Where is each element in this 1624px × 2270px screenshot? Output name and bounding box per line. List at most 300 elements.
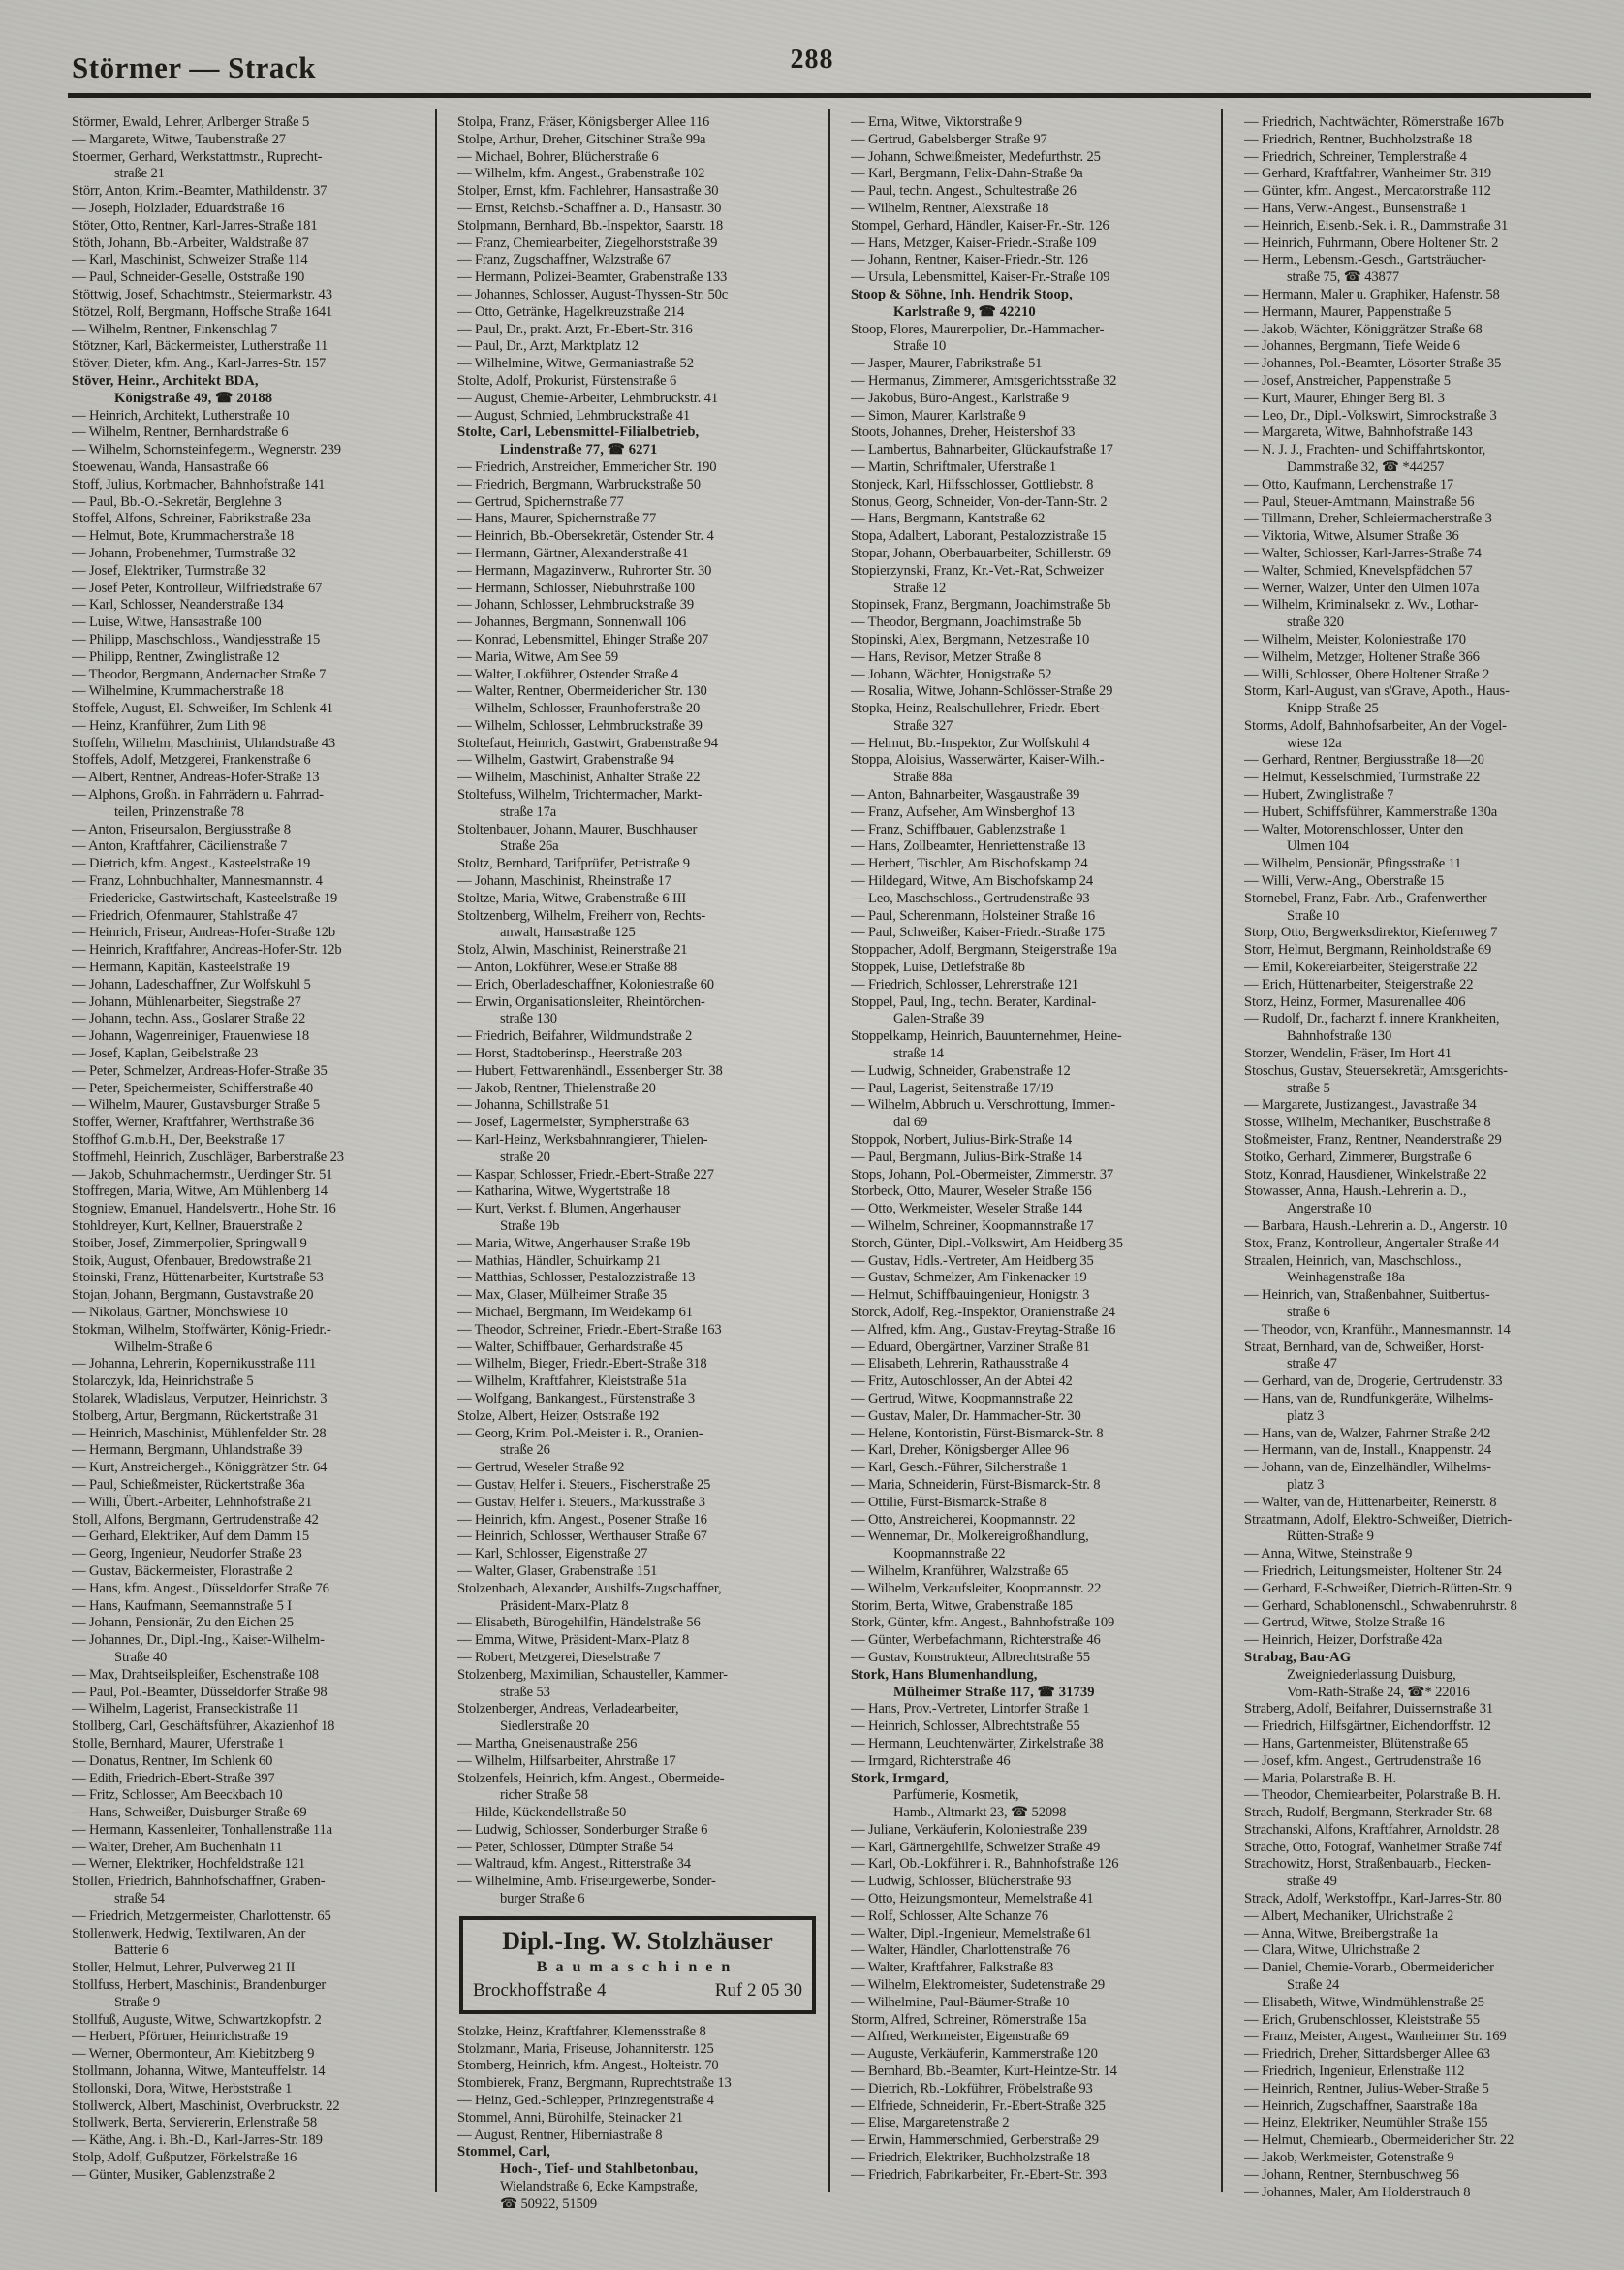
directory-line: — Hans, van de, Walzer, Fahrner Straße 242 (1244, 1425, 1491, 1441)
directory-line: Stoll, Alfons, Bergmann, Gertrudenstraße 42 (72, 1511, 319, 1528)
directory-line: — Paul, Lagerist, Seitenstraße 17/19 (851, 1080, 1054, 1096)
directory-line: — Walter, Rentner, Obermeidericher Str. 130 (457, 683, 707, 700)
directory-line: — Paul, Scherenmann, Holsteiner Straße 16 (851, 907, 1096, 924)
directory-line: — Wilhelm, Pensionär, Pfingsstraße 11 (1244, 856, 1462, 872)
directory-line: — Elise, Margaretenstraße 2 (851, 2115, 1010, 2131)
directory-line: — Alfred, kfm. Ang., Gustav-Freytag-Straße 16 (851, 1321, 1116, 1338)
directory-line: — Paul, Steuer-Amtmann, Mainstraße 56 (1244, 493, 1475, 510)
directory-line: — Franz, Chemiearbeiter, Ziegelhorststraße 39 (457, 235, 718, 251)
directory-line: Stox, Franz, Kontrolleur, Angertaler Straße 44 (1244, 1235, 1500, 1251)
directory-line: — Georg, Ingenieur, Neudorfer Straße 23 (72, 1546, 302, 1562)
directory-line: — Otto, Kaufmann, Lerchenstraße 17 (1244, 476, 1454, 492)
directory-line: — Friedrich, Ingenieur, Erlenstraße 112 (1244, 2064, 1465, 2080)
directory-line: — Josef, Anstreicher, Pappenstraße 5 (1244, 372, 1451, 389)
directory-line: — Jakob, Schuhmachermstr., Uerdinger Str. 51 (72, 1166, 333, 1182)
directory-line: Stoff, Julius, Korbmacher, Bahnhofstraße 141 (72, 476, 326, 492)
directory-line: — Herbert, Tischler, Am Bischofskamp 24 (851, 856, 1088, 872)
directory-line: — Kurt, Verkst. f. Blumen, Angerhauser (457, 1201, 681, 1217)
directory-line: Straße 327 (893, 717, 953, 734)
directory-line: Stoffels, Adolf, Metzgerei, Frankenstraße 6 (72, 752, 311, 769)
directory-line: Stoller, Helmut, Lehrer, Pulverweg 21 II (72, 1960, 296, 1976)
directory-line: Stopierzynski, Franz, Kr.-Vet.-Rat, Schweizer (851, 562, 1104, 579)
directory-line: Stoop & Söhne, Inh. Hendrik Stoop, (851, 286, 1073, 302)
directory-line: — Dietrich, kfm. Angest., Kasteelstraße 19 (72, 856, 311, 872)
directory-line: — Wilhelm, Kraftfahrer, Kleiststraße 51a (457, 1373, 687, 1390)
directory-line: Stolte, Carl, Lebensmittel-Filialbetrieb, (457, 425, 700, 441)
directory-line: Stoppelkamp, Heinrich, Bauunternehmer, Heine- (851, 1028, 1122, 1045)
directory-line: Weinhagenstraße 18a (1287, 1270, 1405, 1286)
directory-line: — Hans, Verw.-Angest., Bunsenstraße 1 (1244, 200, 1467, 216)
directory-line: — Johann, Rentner, Sternbuschweg 56 (1244, 2166, 1459, 2183)
directory-line: — Friedrich, Rentner, Buchholzstraße 18 (1244, 131, 1473, 147)
directory-line: — Michael, Bergmann, Im Weidekamp 61 (457, 1304, 693, 1320)
directory-line: — Gerhard, Kraftfahrer, Wanheimer Str. 319 (1244, 166, 1492, 182)
directory-line: Stollonski, Dora, Witwe, Herbststraße 1 (72, 2080, 293, 2097)
directory-line: Strachanski, Alfons, Kraftfahrer, Arnoldstr. 28 (1244, 1821, 1500, 1838)
directory-line: richer Straße 58 (500, 1787, 588, 1804)
directory-line: — Wilhelm, Maschinist, Anhalter Straße 22 (457, 770, 701, 786)
directory-line: Storz, Heinz, Former, Masurenallee 406 (1244, 993, 1466, 1010)
directory-line: — Paul, techn. Angest., Schultestraße 26 (851, 183, 1077, 200)
directory-line: Dammstraße 32, ☎ *44257 (1287, 458, 1445, 475)
directory-line: — Walter, van de, Hüttenarbeiter, Reinerstr. 8 (1244, 1494, 1497, 1510)
directory-line: — Hubert, Schiffsführer, Kammerstraße 130a (1244, 804, 1498, 820)
directory-line: — Peter, Speichermeister, Schifferstraße 40 (72, 1080, 314, 1096)
directory-line: — Karl-Heinz, Werksbahnrangierer, Thielen- (457, 1132, 708, 1149)
directory-line: — Wilhelmine, Witwe, Germaniastraße 52 (457, 356, 694, 372)
directory-line: — Paul, Dr., Arzt, Marktplatz 12 (457, 338, 639, 355)
directory-line: — Elisabeth, Lehrerin, Rathausstraße 4 (851, 1356, 1069, 1372)
directory-line: — Hubert, Fettwarenhändl., Essenberger Str. 38 (457, 1062, 723, 1079)
directory-line: — Hans, Bergmann, Kantstraße 62 (851, 511, 1046, 527)
directory-line: — Theodor, Bergmann, Joachimstraße 5b (851, 615, 1082, 631)
directory-line: Stombierek, Franz, Bergmann, Ruprechtstraße 13 (457, 2075, 732, 2092)
directory-line: — Friedrich, Elektriker, Buchholzstraße 18 (851, 2150, 1090, 2166)
directory-line: — Helmut, Chemiearb., Obermeidericher Str. 22 (1244, 2132, 1515, 2149)
directory-line: — Helmut, Kesselschmied, Turmstraße 22 (1244, 770, 1481, 786)
directory-line: — Maria, Schneiderin, Fürst-Bismarck-Str. 8 (851, 1476, 1101, 1493)
directory-line: — Heinz, Ged.-Schlepper, Prinzregentstraße 4 (457, 2093, 714, 2109)
directory-line: — Gustav, Hdls.-Vertreter, Am Heidberg 35 (851, 1252, 1094, 1269)
directory-line: Stoppok, Norbert, Julius-Birk-Straße 14 (851, 1132, 1073, 1149)
directory-line: Stoop, Flores, Maurerpolier, Dr.-Hammacher- (851, 321, 1105, 337)
directory-line: — Maria, Polarstraße B. H. (1244, 1770, 1397, 1786)
column-divider-1 (435, 109, 437, 2192)
directory-line: — Elfriede, Schneiderin, Fr.-Ebert-Straße 325 (851, 2097, 1106, 2114)
directory-line: Storim, Berta, Witwe, Grabenstraße 185 (851, 1597, 1073, 1614)
directory-line: Stoltz, Bernhard, Tarifprüfer, Petristraße 9 (457, 856, 690, 872)
directory-line: — Alfred, Werkmeister, Eigenstraße 69 (851, 2029, 1070, 2045)
directory-line: Stolpe, Arthur, Dreher, Gitschiner Straße 99a (457, 131, 706, 147)
directory-line: — Willi, Übert.-Arbeiter, Lehnhofstraße 21 (72, 1494, 312, 1510)
directory-line: — Friedrich, Leitungsmeister, Holtener Str. 24 (1244, 1562, 1502, 1579)
directory-line: — Helmut, Schiffbauingenieur, Honigstr. 3 (851, 1287, 1090, 1304)
directory-line: Stollberg, Carl, Geschäftsführer, Akazienhof 18 (72, 1718, 335, 1735)
directory-line: — Hermann, Schlosser, Niebuhrstraße 100 (457, 580, 695, 596)
directory-column (851, 114, 1213, 2256)
directory-line: Zweigniederlassung Duisburg, (1287, 1666, 1456, 1683)
directory-line: Wilhelm-Straße 6 (114, 1339, 213, 1355)
directory-line: — Barbara, Haush.-Lehrerin a. D., Angerstr. 10 (1244, 1218, 1508, 1234)
directory-line: — Friedrich, Anstreicher, Emmericher Str. 190 (457, 458, 717, 475)
directory-line: Stommel, Anni, Bürohilfe, Steinacker 21 (457, 2109, 683, 2126)
ad-contact-row (473, 1980, 802, 2002)
directory-line: — Kurt, Maurer, Ehinger Berg Bl. 3 (1244, 390, 1445, 406)
directory-line: — August, Rentner, Hiberniastraße 8 (457, 2127, 663, 2143)
directory-line: — Maria, Witwe, Angerhauser Straße 19b (457, 1235, 691, 1251)
directory-line: — Hermann, Kapitän, Kasteelstraße 19 (72, 960, 290, 976)
directory-line: — Katharina, Witwe, Wygertstraße 18 (457, 1183, 670, 1200)
directory-line: — Gertrud, Spichernstraße 77 (457, 493, 624, 510)
directory-line: Stollfuß, Auguste, Witwe, Schwartzkopfstr. 2 (72, 2011, 322, 2028)
directory-line: — Rosalia, Witwe, Johann-Schlösser-Straße 29 (851, 683, 1113, 700)
directory-line: Stoltzenberg, Wilhelm, Freiherr von, Rechts- (457, 907, 706, 924)
directory-line: — Johann, techn. Ass., Goslarer Straße 22 (72, 1011, 306, 1027)
directory-line: Strachowitz, Horst, Straßenbauarb., Hecken- (1244, 1856, 1491, 1873)
directory-line: — Friedrich, Schlosser, Lehrerstraße 121 (851, 976, 1078, 993)
directory-line: — Margarete, Justizangest., Javastraße 34 (1244, 1097, 1477, 1114)
directory-line: — Konrad, Lebensmittel, Ehinger Straße 207 (457, 631, 709, 647)
directory-line: Batterie 6 (114, 1942, 169, 1959)
directory-line: Stoiber, Josef, Zimmerpolier, Springwall 9 (72, 1235, 307, 1251)
directory-line: — Franz, Meister, Angest., Wanheimer Str. 169 (1244, 2029, 1507, 2045)
directory-line: Wielandstraße 6, Ecke Kampstraße, (500, 2179, 698, 2195)
directory-line: — Heinrich, Schlosser, Werthauser Straße 67 (457, 1529, 707, 1545)
directory-line: — Anton, Bahnarbeiter, Wasgaustraße 39 (851, 787, 1080, 804)
directory-line: Stolpa, Franz, Fräser, Königsberger Allee 116 (457, 114, 710, 130)
directory-line: — Erwin, Organisationsleiter, Rheintörchen- (457, 993, 705, 1010)
directory-line: — Gerhard, E-Schweißer, Dietrich-Rütten-Str. 9 (1244, 1580, 1512, 1596)
directory-line: — Heinrich, Friseur, Andreas-Hofer-Straße 12b (72, 925, 336, 941)
directory-line: — Heinrich, Architekt, Lutherstraße 10 (72, 407, 290, 424)
directory-line: — Werner, Obermonteur, Am Kiebitzberg 9 (72, 2046, 315, 2063)
directory-line: — Paul, Schießmeister, Rückertstraße 36a (72, 1476, 305, 1493)
directory-line: — Gertrud, Gabelsberger Straße 97 (851, 131, 1047, 147)
directory-line: — N. J. J., Frachten- und Schiffahrtskontor, (1244, 442, 1486, 458)
directory-line: — Johann, Mühlenarbeiter, Siegstraße 27 (72, 993, 301, 1010)
directory-line: — Heinrich, Schlosser, Albrechtstraße 55 (851, 1718, 1080, 1735)
directory-line: — Hans, Zollbeamter, Henriettenstraße 13 (851, 838, 1086, 855)
directory-line: Straße 10 (1287, 907, 1340, 924)
directory-line: — Leo, Dr., Dipl.-Volkswirt, Simrockstraße 3 (1244, 407, 1497, 424)
directory-line: Straße 9 (114, 1994, 161, 2010)
directory-line: — Franz, Lohnbuchhalter, Mannesmannstr. 4 (72, 873, 323, 890)
directory-line: Stollwerck, Albert, Maschinist, Overbruckstr. 22 (72, 2097, 340, 2114)
directory-line: Stolpmann, Bernhard, Bb.-Inspektor, Saarstr. 18 (457, 217, 724, 234)
directory-line: — Wilhelm, kfm. Angest., Grabenstraße 102 (457, 166, 705, 182)
directory-line: — Heinrich, Heizer, Dorfstraße 42a (1244, 1632, 1443, 1649)
directory-line: — Hermann, Kassenleiter, Tonhallenstraße 11a (72, 1821, 332, 1838)
directory-line: Stoffmehl, Heinrich, Zuschläger, Barberstraße 23 (72, 1149, 344, 1165)
directory-line: — Karl, Gärtnergehilfe, Schweizer Straße 49 (851, 1839, 1101, 1855)
directory-line: Stoffel, Alfons, Schreiner, Fabrikstraße 23a (72, 511, 311, 527)
directory-line: — Anton, Lokführer, Weseler Straße 88 (457, 960, 678, 976)
directory-line: — Walter, Kraftfahrer, Falkstraße 83 (851, 1960, 1054, 1976)
directory-line: — Wilhelm, Schreiner, Koopmannstraße 17 (851, 1218, 1094, 1234)
header-rule (68, 93, 1591, 98)
directory-line: — Tillmann, Dreher, Schleiermacherstraße 3 (1244, 511, 1492, 527)
directory-line: — Wilhelm, Verkaufsleiter, Koopmannstr. 22 (851, 1580, 1102, 1596)
directory-line: — Heinrich, Kraftfahrer, Andreas-Hofer-Str. 12b (72, 942, 342, 959)
directory-line: — Werner, Elektriker, Hochfeldstraße 121 (72, 1856, 306, 1873)
directory-line: — Karl, Maschinist, Schweizer Straße 114 (72, 252, 308, 268)
directory-line: — Hermann, Leuchtenwärter, Zirkelstraße 38 (851, 1735, 1104, 1751)
directory-line: Galen-Straße 39 (893, 1011, 984, 1027)
directory-line: — Hildegard, Witwe, Am Bischofskamp 24 (851, 873, 1094, 890)
directory-line: — Hermann, Magazinverw., Ruhrorter Str. 30 (457, 562, 712, 579)
directory-line: Stogniew, Emanuel, Handelsvertr., Hohe Str. 16 (72, 1201, 336, 1217)
directory-line: — Jakobus, Büro-Angest., Karlstraße 9 (851, 390, 1070, 406)
directory-line: — Johann, Wächter, Honigstraße 52 (851, 666, 1052, 682)
directory-line: Stollfuss, Herbert, Maschinist, Brandenburger (72, 1977, 327, 1994)
directory-line: — Wilhelmine, Krummacherstraße 18 (72, 683, 284, 700)
directory-line: — Walter, Schlosser, Karl-Jarres-Straße 74 (1244, 545, 1482, 561)
directory-line: — Jakob, Rentner, Thielenstraße 20 (457, 1080, 656, 1096)
directory-line: — Paul, Schweißer, Kaiser-Friedr.-Straße 175 (851, 925, 1106, 941)
directory-line: Storr, Helmut, Bergmann, Reinholdstraße 69 (1244, 942, 1492, 959)
directory-line: — Gustav, Helfer i. Steuers., Fischerstraße 25 (457, 1476, 711, 1493)
directory-line: — Anna, Witwe, Breibergstraße 1a (1244, 1925, 1438, 1941)
directory-line: — Hans, Kaufmann, Seemannstraße 5 I (72, 1597, 292, 1614)
directory-line: — Franz, Zugschaffner, Walzstraße 67 (457, 252, 671, 268)
directory-line: — Wolfgang, Bankangest., Fürstenstraße 3 (457, 1390, 696, 1406)
directory-line: — Gustav, Bäckermeister, Florastraße 2 (72, 1562, 293, 1579)
directory-line: — Hermann, Maurer, Pappenstraße 5 (1244, 303, 1452, 320)
directory-line: — Heinz, Elektriker, Neumühler Straße 155 (1244, 2115, 1488, 2131)
directory-line: Stolzenfels, Heinrich, kfm. Angest., Obermeide- (457, 1770, 725, 1786)
directory-line: — Philipp, Maschschloss., Wandjesstraße 15 (72, 631, 321, 647)
directory-line: — Heinrich, kfm. Angest., Posener Straße 16 (457, 1511, 707, 1528)
directory-line: — Hans, Schweißer, Duisburger Straße 69 (72, 1805, 307, 1821)
directory-line: — Heinrich, Bb.-Obersekretär, Ostender Str. 4 (457, 528, 714, 545)
directory-line: — Friedrich, Metzgermeister, Charlottenstr. 65 (72, 1907, 331, 1924)
directory-line: — Theodor, von, Kranführ., Mannesmannstr. 14 (1244, 1321, 1511, 1338)
directory-line: — Dietrich, Rb.-Lokführer, Fröbelstraße 93 (851, 2080, 1093, 2097)
directory-line: — Karl, Schlosser, Neanderstraße 134 (72, 597, 284, 614)
directory-line: — Wilhelm, Bieger, Friedr.-Ebert-Straße 318 (457, 1356, 707, 1372)
directory-line: Straße 88a (893, 770, 953, 786)
directory-line: — Hans, kfm. Angest., Düsseldorfer Straße 76 (72, 1580, 329, 1596)
directory-line: Stoffer, Werner, Kraftfahrer, Werthstraße 36 (72, 1115, 314, 1131)
directory-line: Stolze, Albert, Heizer, Oststraße 192 (457, 1407, 660, 1424)
directory-line: — Wilhelm, Metzger, Holtener Straße 366 (1244, 648, 1480, 665)
directory-line: Stoschus, Gustav, Steuersekretär, Amtsgerichts- (1244, 1062, 1508, 1079)
directory-line: — Leo, Maschschloss., Gertrudenstraße 93 (851, 890, 1090, 906)
advertisement-box (459, 1916, 816, 2014)
directory-line: — Josef, Elektriker, Turmstraße 32 (72, 562, 266, 579)
directory-line: — Paul, Schneider-Geselle, Oststraße 190 (72, 269, 305, 286)
directory-line: — Herbert, Pförtner, Heinrichstraße 19 (72, 2029, 289, 2045)
directory-line: — Erich, Grubenschlosser, Kleiststraße 55 (1244, 2011, 1480, 2028)
ad-phone: Ruf 2 05 30 (714, 1979, 802, 2001)
directory-line: — Martha, Gneisenaustraße 256 (457, 1735, 638, 1751)
directory-line: — Friedrich, Nachtwächter, Römerstraße 167b (1244, 114, 1504, 130)
directory-line: — Gerhard, Elektriker, Auf dem Damm 15 (72, 1529, 309, 1545)
directory-line: Ulmen 104 (1287, 838, 1349, 855)
directory-line: — August, Schmied, Lehmbruckstraße 41 (457, 407, 691, 424)
directory-line: — Simon, Maurer, Karlstraße 9 (851, 407, 1026, 424)
directory-line: — Ludwig, Schneider, Grabenstraße 12 (851, 1062, 1071, 1079)
directory-line: — Johannes, Maler, Am Holderstrauch 8 (1244, 2184, 1471, 2200)
directory-line: — Nikolaus, Gärtner, Mönchswiese 10 (72, 1304, 288, 1320)
directory-line: — Hans, Revisor, Metzer Straße 8 (851, 648, 1042, 665)
directory-line: — Wilhelm, Schlosser, Fraunhoferstraße 20 (457, 701, 701, 717)
directory-line: — Hans, van de, Rundfunkgeräte, Wilhelms- (1244, 1390, 1494, 1406)
directory-line: Stolarek, Wladislaus, Verputzer, Heinrichstr. 3 (72, 1390, 328, 1406)
directory-line: — Kurt, Anstreichergeh., Königgrätzer Str. 64 (72, 1460, 328, 1476)
directory-line: — Heinrich, Rentner, Julius-Weber-Straße 5 (1244, 2080, 1489, 2097)
directory-line: — Theodor, Chemiearbeiter, Polarstraße B. H. (1244, 1787, 1501, 1804)
directory-line: Stollenwerk, Hedwig, Textilwaren, An der (72, 1925, 306, 1941)
directory-line: Stolarczyk, Ida, Heinrichstraße 5 (72, 1373, 254, 1390)
directory-line: Stollmann, Johanna, Witwe, Manteuffelstr. 14 (72, 2064, 326, 2080)
directory-line: straße 54 (114, 1891, 165, 1907)
directory-line: Stoermer, Gerhard, Werkstattmstr., Ruprecht- (72, 148, 323, 165)
directory-line: — Margareta, Witwe, Bahnhofstraße 143 (1244, 425, 1473, 441)
directory-line: — Heinrich, van, Straßenbahner, Suitbertus- (1244, 1287, 1490, 1304)
directory-line: — Gustav, Maler, Dr. Hammacher-Str. 30 (851, 1407, 1081, 1424)
directory-line: — Georg, Krim. Pol.-Meister i. R., Oranien- (457, 1425, 703, 1441)
directory-line: Stolp, Adolf, Gußputzer, Förkelstraße 16 (72, 2150, 297, 2166)
directory-line: — Hans, Maurer, Spichernstraße 77 (457, 511, 657, 527)
directory-line: — Anna, Witwe, Steinstraße 9 (1244, 1546, 1413, 1562)
directory-line: Stoffele, August, El.-Schweißer, Im Schlenk 41 (72, 701, 333, 717)
directory-line: — Willi, Verw.-Ang., Oberstraße 15 (1244, 873, 1445, 890)
directory-line: Straße 40 (114, 1649, 168, 1665)
directory-line: — Walter, Lokführer, Ostender Straße 4 (457, 666, 678, 682)
directory-line: straße 75, ☎ 43877 (1287, 269, 1399, 286)
directory-line: — Helene, Kontoristin, Fürst-Bismarck-Str. 8 (851, 1425, 1104, 1441)
directory-line: — Hermann, Polizei-Beamter, Grabenstraße 133 (457, 269, 728, 286)
directory-line: — Wilhelm, Rentner, Finkenschlag 7 (72, 321, 278, 337)
directory-line: — Daniel, Chemie-Vorarb., Obermeidericher (1244, 1960, 1494, 1976)
directory-line: Parfümerie, Kosmetik, (893, 1787, 1019, 1804)
page-title: Störmer — Strack (72, 50, 316, 84)
directory-line: dal 69 (893, 1115, 928, 1131)
directory-line: Stolle, Bernhard, Maurer, Uferstraße 1 (72, 1735, 285, 1751)
directory-line: — Friedrich, Fabrikarbeiter, Fr.-Ebert-Str. 393 (851, 2166, 1107, 2183)
directory-line: Stoppacher, Adolf, Bergmann, Steigerstraße 19a (851, 942, 1117, 959)
directory-line: Stolzenberger, Andreas, Verladearbeiter, (457, 1701, 679, 1718)
directory-line: Stöver, Heinr., Architekt BDA, (72, 372, 259, 389)
directory-line: Straat, Bernhard, van de, Schweißer, Horst- (1244, 1339, 1484, 1355)
directory-line: — Edith, Friedrich-Ebert-Straße 397 (72, 1770, 275, 1786)
directory-line: Strabag, Bau-AG (1244, 1649, 1352, 1665)
directory-line: Stopinski, Alex, Bergmann, Netzestraße 10 (851, 631, 1090, 647)
directory-line: — Wilhelmine, Amb. Friseurgewerbe, Sonder- (457, 1874, 716, 1890)
directory-line: — Helmut, Bb.-Inspektor, Zur Wolfskuhl 4 (851, 735, 1090, 751)
directory-line: — Auguste, Verkäuferin, Kammerstraße 120 (851, 2046, 1098, 2063)
column-divider-3 (1221, 109, 1223, 2192)
directory-line: Storms, Adolf, Bahnhofsarbeiter, An der Vogel- (1244, 717, 1507, 734)
directory-line: — Clara, Witwe, Ulrichstraße 2 (1244, 1942, 1421, 1959)
directory-line: — Werner, Walzer, Unter den Ulmen 107a (1244, 580, 1480, 596)
directory-line: — Johann, Schweißmeister, Medefurthstr. 25 (851, 148, 1101, 165)
directory-line: — Otto, Heizungsmonteur, Memelstraße 41 (851, 1891, 1094, 1907)
directory-column (1244, 114, 1601, 2256)
directory-line: Stops, Johann, Pol.-Obermeister, Zimmerstr. 37 (851, 1166, 1113, 1182)
directory-line: Stopka, Heinz, Realschullehrer, Friedr.-Ebert- (851, 701, 1105, 717)
directory-line: Storp, Otto, Bergwerksdirektor, Kiefernweg 7 (1244, 925, 1498, 941)
directory-line: Stosse, Wilhelm, Mechaniker, Buschstraße 8 (1244, 1115, 1491, 1131)
directory-line: — Heinz, Kranführer, Zum Lith 98 (72, 717, 266, 734)
directory-line: — Johann, Maschinist, Rheinstraße 17 (457, 873, 671, 890)
directory-line: teilen, Prinzenstraße 78 (114, 804, 244, 820)
directory-line: Siedlerstraße 20 (500, 1718, 590, 1735)
directory-line: — Emil, Kokereiarbeiter, Steigerstraße 22 (1244, 960, 1478, 976)
directory-line: Stopinsek, Franz, Bergmann, Joachimstraße 5b (851, 597, 1111, 614)
directory-line: Stonjeck, Karl, Hilfsschlosser, Gottliebstr. 8 (851, 476, 1094, 492)
directory-line: Straalen, Heinrich, van, Maschschloss., (1244, 1252, 1462, 1269)
directory-line: — Maria, Witwe, Am See 59 (457, 648, 619, 665)
directory-line: Stotko, Gerhard, Zimmerer, Burgstraße 6 (1244, 1149, 1472, 1165)
directory-line: — Franz, Aufseher, Am Winsberghof 13 (851, 804, 1075, 820)
directory-line: Storck, Adolf, Reg.-Inspektor, Oranienstraße 24 (851, 1304, 1115, 1320)
directory-line: Straberg, Adolf, Beifahrer, Duissernstraße 31 (1244, 1701, 1494, 1718)
directory-line: — Johannes, Pol.-Beamter, Lösorter Straße 35 (1244, 356, 1502, 372)
directory-line: — Theodor, Schreiner, Friedr.-Ebert-Straße 163 (457, 1321, 722, 1338)
directory-line: — Erna, Witwe, Viktorstraße 9 (851, 114, 1022, 130)
directory-line: Stotz, Konrad, Hausdiener, Winkelstraße 22 (1244, 1166, 1487, 1182)
directory-line: Stöth, Johann, Bb.-Arbeiter, Waldstraße 87 (72, 235, 309, 251)
directory-line: — Emma, Witwe, Präsident-Marx-Platz 8 (457, 1632, 690, 1649)
directory-line: — Josef, kfm. Angest., Gertrudenstraße 16 (1244, 1752, 1481, 1769)
directory-line: Stolzenberg, Maximilian, Schausteller, Kammer- (457, 1666, 728, 1683)
directory-line: — Rudolf, Dr., facharzt f. innere Krankheiten, (1244, 1011, 1500, 1027)
directory-line: Stollen, Friedrich, Bahnhofschaffner, Graben- (72, 1874, 326, 1890)
directory-line: — Joseph, Holzlader, Eduardstraße 16 (72, 200, 285, 216)
directory-line: — Hubert, Zwinglistraße 7 (1244, 787, 1394, 804)
directory-line: — Robert, Metzgerei, Dieselstraße 7 (457, 1649, 661, 1665)
directory-line: — Gertrud, Witwe, Stolze Straße 16 (1244, 1615, 1445, 1631)
directory-line: — Herm., Lebensm.-Gesch., Gartsträucher- (1244, 252, 1486, 268)
directory-line: — Johannes, Schlosser, August-Thyssen-Str. 50c (457, 286, 729, 302)
directory-line: — Johanna, Lehrerin, Kopernikusstraße 111 (72, 1356, 317, 1372)
directory-line: — Wilhelm, Rentner, Alexstraße 18 (851, 200, 1049, 216)
directory-line: Stonus, Georg, Schneider, Von-der-Tann-Str. 2 (851, 493, 1108, 510)
directory-line: straße 14 (893, 1046, 944, 1062)
directory-line: — Fritz, Autoschlosser, An der Abtei 42 (851, 1373, 1073, 1390)
directory-line: — Wilhelm, Gastwirt, Grabenstraße 94 (457, 752, 674, 769)
directory-line: — Bernhard, Bb.-Beamter, Kurt-Heintze-Str. 14 (851, 2064, 1117, 2080)
directory-line: — Wilhelmine, Paul-Bäumer-Straße 10 (851, 1994, 1070, 2010)
directory-line: — Hermann, Gärtner, Alexanderstraße 41 (457, 545, 689, 561)
directory-line: — Elisabeth, Witwe, Windmühlenstraße 25 (1244, 1994, 1484, 2010)
directory-line: — Jakob, Werkmeister, Gotenstraße 9 (1244, 2150, 1454, 2166)
directory-line: — Wennemar, Dr., Molkereigroßhandlung, (851, 1529, 1089, 1545)
directory-line: Straße 26a (500, 838, 559, 855)
ad-product-line: Baumaschinen (536, 1958, 739, 1975)
directory-line: straße 5 (1287, 1080, 1330, 1096)
directory-line: Königstraße 49, ☎ 20188 (114, 390, 273, 406)
directory-line: — Donatus, Rentner, Im Schlenk 60 (72, 1752, 273, 1769)
directory-line: — Erich, Hüttenarbeiter, Steigerstraße 22 (1244, 976, 1474, 993)
directory-line: — Walter, Schiffbauer, Gerhardstraße 45 (457, 1339, 683, 1355)
directory-line: Vom-Rath-Straße 24, ☎* 22016 (1287, 1684, 1470, 1700)
directory-line: Stork, Irmgard, (851, 1770, 949, 1786)
directory-line: Bahnhofstraße 130 (1287, 1028, 1392, 1045)
directory-line: platz 3 (1287, 1476, 1325, 1493)
directory-line: — Walter, Glaser, Grabenstraße 151 (457, 1562, 658, 1579)
directory-line: — Otto, Getränke, Hagelkreuzstraße 214 (457, 303, 685, 320)
directory-line: — Friedrich, Ofenmaurer, Stahlstraße 47 (72, 907, 298, 924)
directory-line: ☎ 50922, 51509 (500, 2195, 597, 2212)
directory-line: — Günter, kfm. Angest., Mercatorstraße 112 (1244, 183, 1491, 200)
directory-line: — Wilhelm, Maurer, Gustavsburger Straße 5 (72, 1097, 320, 1114)
directory-column (72, 114, 426, 2256)
directory-line: Stoffregen, Maria, Witwe, Am Mühlenberg 14 (72, 1183, 328, 1200)
directory-line: — Jasper, Maurer, Fabrikstraße 51 (851, 356, 1043, 372)
